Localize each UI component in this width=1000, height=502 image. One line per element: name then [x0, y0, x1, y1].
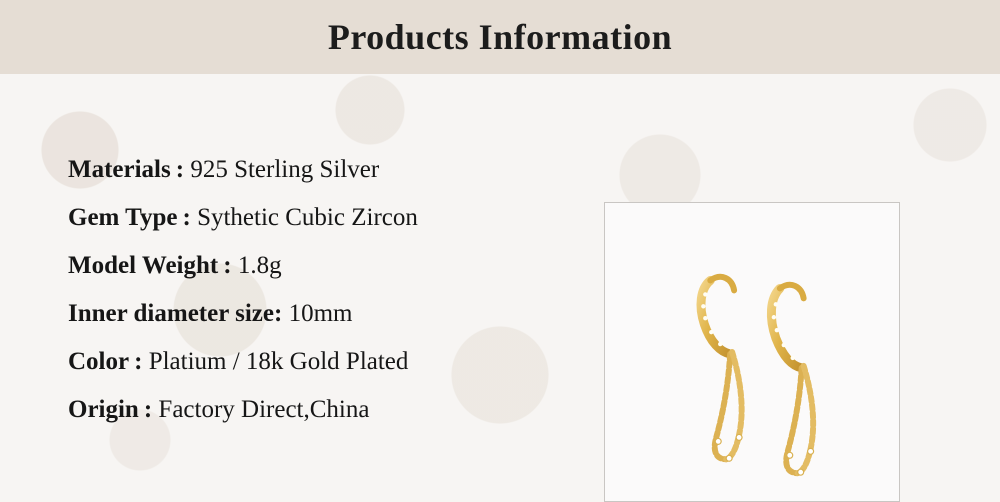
spec-label: Inner diameter size:: [68, 300, 283, 327]
spec-row: [68, 386, 588, 434]
spec-label: Color :: [68, 348, 143, 375]
product-photo-earrings: [605, 203, 899, 501]
spec-value: 925 Sterling Silver: [190, 156, 380, 183]
spec-label: Materials :: [68, 156, 185, 183]
specification-list: [68, 146, 588, 434]
spec-row: [68, 338, 588, 386]
spec-value: 10mm: [288, 300, 353, 327]
page-title: Products Information: [327, 17, 673, 57]
spec-label: Model Weight :: [68, 252, 232, 279]
spec-value: Factory Direct,China: [158, 396, 370, 423]
spec-row: [68, 146, 588, 194]
spec-value: 1.8g: [237, 252, 282, 279]
page-header: [0, 0, 1000, 74]
page-content: [0, 74, 1000, 500]
spec-value: Platium / 18k Gold Plated: [148, 348, 409, 375]
product-image-panel: [604, 202, 900, 502]
spec-label: Gem Type :: [68, 204, 191, 231]
spec-row: [68, 194, 588, 242]
spec-label: Origin :: [68, 396, 153, 423]
spec-row: [68, 290, 588, 338]
spec-row: [68, 242, 588, 290]
spec-value: Sythetic Cubic Zircon: [197, 204, 418, 231]
